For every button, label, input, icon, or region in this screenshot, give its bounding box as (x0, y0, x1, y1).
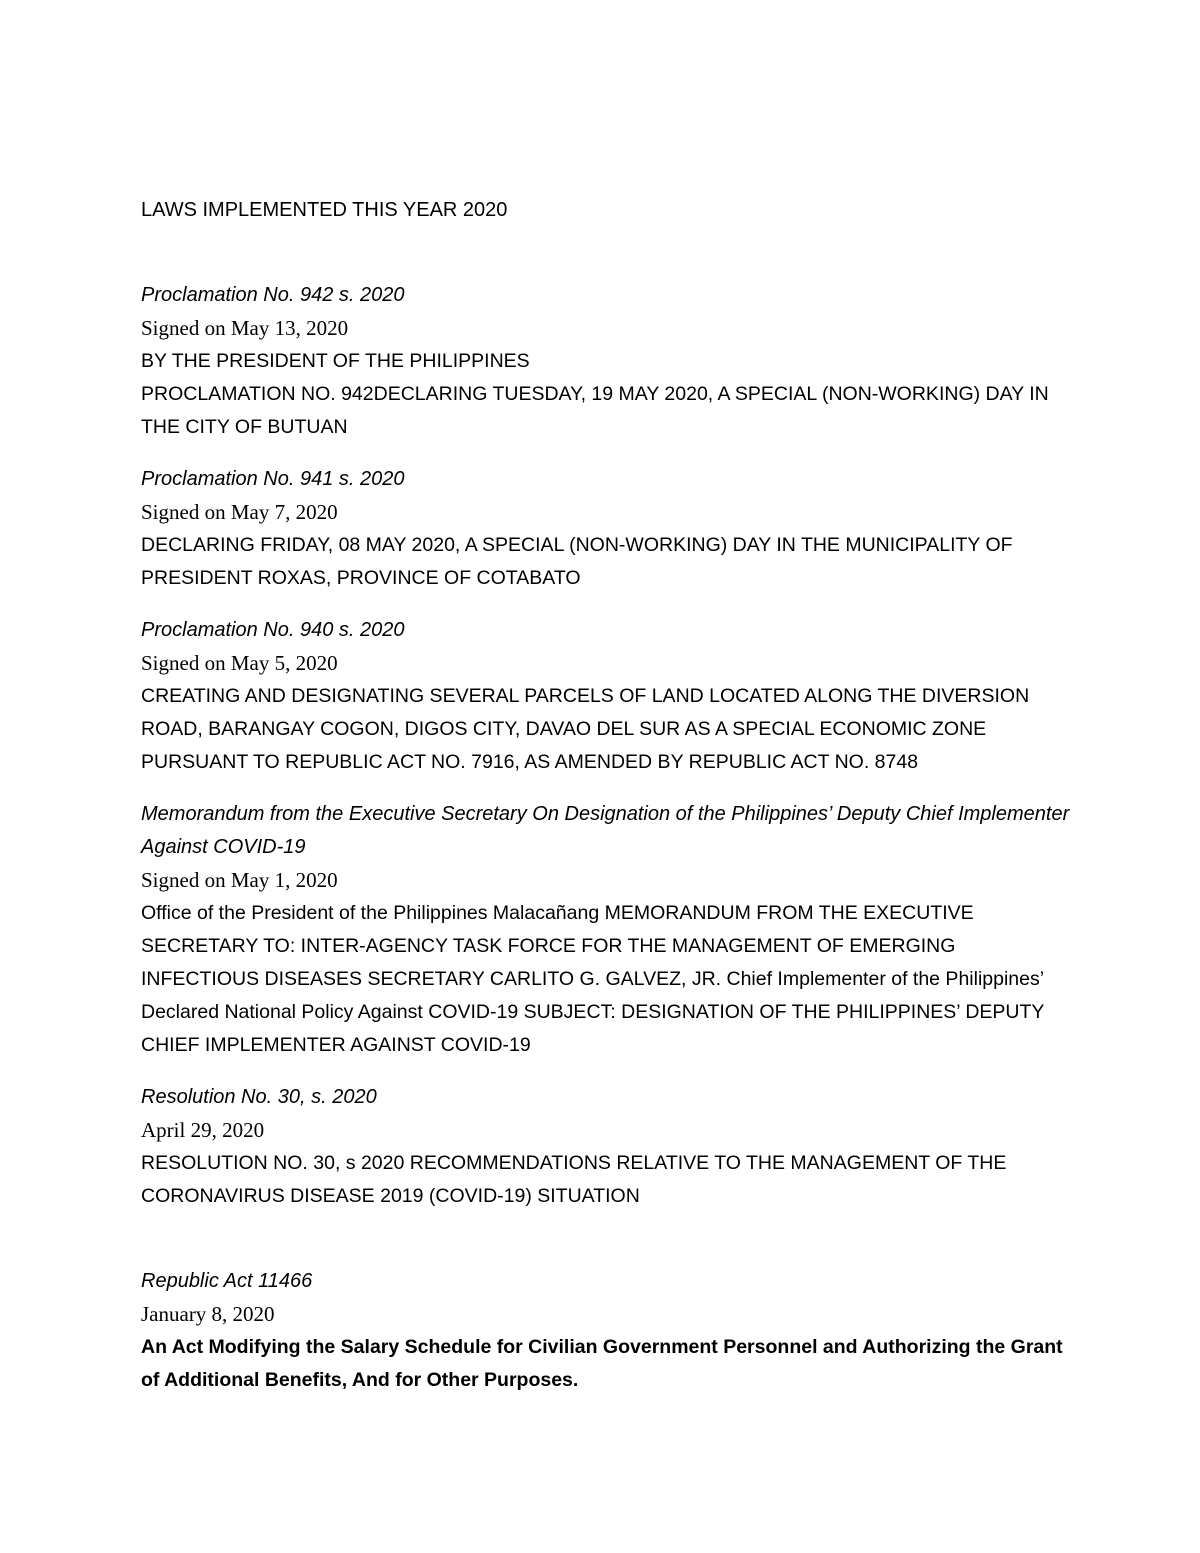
entry-republic-act-11466 (141, 1265, 1071, 1397)
entry-body: RESOLUTION NO. 30, s 2020 RECOMMENDATIONS RELATIVE TO THE MANAGEMENT OF THE CORONAVIRUS DISEASE 2019 (COVID-19) SITUATION (141, 1152, 1007, 1207)
entry-title: Proclamation No. 941 s. 2020 (141, 468, 405, 490)
entry-date: January 8, 2020 (141, 1302, 275, 1326)
entry-title: Proclamation No. 942 s. 2020 (141, 284, 405, 306)
entry-header-line: BY THE PRESIDENT OF THE PHILIPPINES (141, 350, 530, 372)
entry-body: An Act Modifying the Salary Schedule for Civilian Government Personnel and Authorizing the Grant of Additional Benefits, And for Other Purposes. (141, 1336, 1063, 1391)
entry-proclamation-941 (141, 463, 1071, 595)
document-heading: LAWS IMPLEMENTED THIS YEAR 2020 (141, 199, 508, 221)
entry-title: Resolution No. 30, s. 2020 (141, 1086, 377, 1108)
entry-date: Signed on May 13, 2020 (141, 316, 349, 340)
entry-date: Signed on May 1, 2020 (141, 868, 338, 892)
entry-proclamation-942 (141, 279, 1071, 444)
entry-date: Signed on May 5, 2020 (141, 651, 338, 675)
entry-title: Republic Act 11466 (141, 1270, 313, 1292)
entry-title: Memorandum from the Executive Secretary On Designation of the Philippines’ Deputy Chief Implementer Against COVID-19 (141, 803, 1070, 858)
entry-title: Proclamation No. 940 s. 2020 (141, 619, 405, 641)
entry-body: CREATING AND DESIGNATING SEVERAL PARCELS OF LAND LOCATED ALONG THE DIVERSION ROAD, BARANGAY COGON, DIGOS CITY, DAVAO DEL SUR AS A SPECIAL ECONOMIC ZONE PURSUANT TO REPUBLIC ACT NO. 7916, AS AMENDED BY REPUBLIC ACT NO. 8748 (141, 685, 1030, 773)
entry-date: April 29, 2020 (141, 1118, 265, 1142)
entry-date: Signed on May 7, 2020 (141, 500, 338, 524)
entry-resolution-30 (141, 1081, 1071, 1213)
entry-body: DECLARING FRIDAY, 08 MAY 2020, A SPECIAL (NON-WORKING) DAY IN THE MUNICIPALITY OF PRESIDENT ROXAS, PROVINCE OF COTABATO (141, 534, 1013, 589)
entry-body: PROCLAMATION NO. 942DECLARING TUESDAY, 19 MAY 2020, A SPECIAL (NON-WORKING) DAY IN THE CITY OF BUTUAN (141, 383, 1049, 438)
entry-memorandum (141, 798, 1071, 1062)
entry-proclamation-940 (141, 614, 1071, 779)
entry-body: Office of the President of the Philippines Malacañang MEMORANDUM FROM THE EXECUTIVE SECRETARY TO: INTER-AGENCY TASK FORCE FOR THE MANAGEMENT OF EMERGING INFECTIOUS DISEASES SECRETARY CARLITO G. GALVEZ, JR. Chief Implementer of the Philippines’ Declared National Policy Against COVID-19 SUBJECT: DESIGNATION OF THE PHILIPPINES’ DEPUTY CHIEF IMPLEMENTER AGAINST COVID-19 (141, 902, 1045, 1056)
